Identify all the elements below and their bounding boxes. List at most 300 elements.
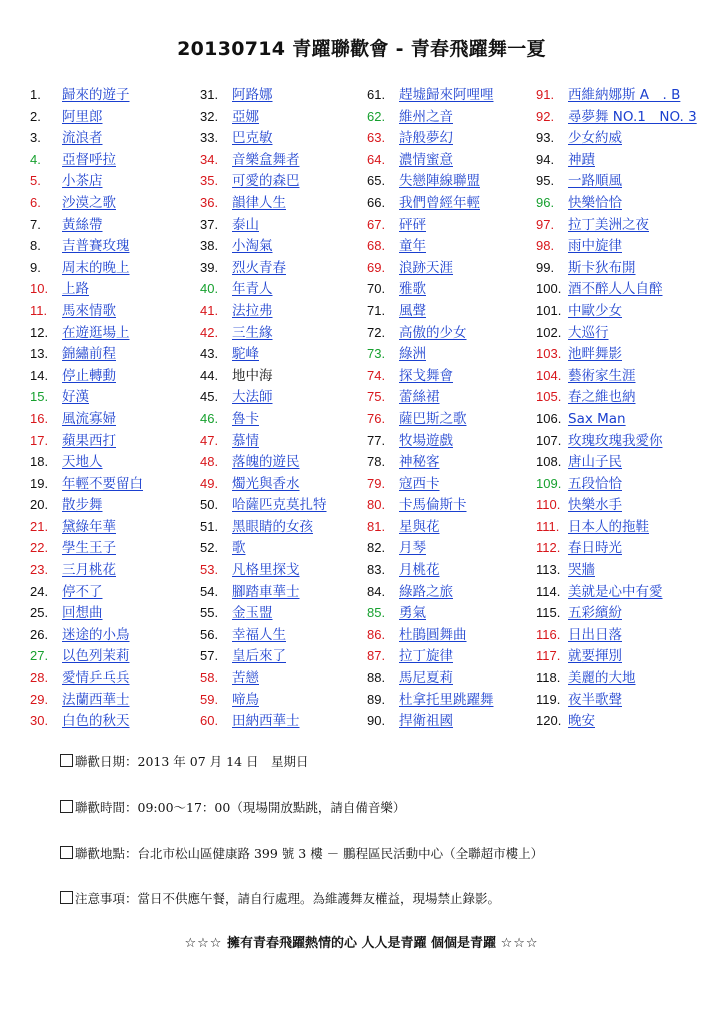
song-item: [30, 322, 143, 344]
song-number: 102.: [536, 324, 562, 340]
song-number: 13.: [30, 346, 49, 362]
song-item: [536, 170, 697, 192]
song-link[interactable]: 童年: [399, 238, 426, 255]
song-item: [536, 322, 697, 344]
song-item: [200, 516, 327, 538]
song-item: [367, 84, 494, 106]
checkbox-icon: [60, 846, 73, 859]
song-link[interactable]: 哈薩匹克莫扎特: [232, 497, 327, 514]
song-link[interactable]: 迷途的小鳥: [62, 626, 130, 643]
song-item: [200, 365, 327, 387]
song-link[interactable]: 春之維也納: [568, 389, 636, 406]
song-link[interactable]: 維州之音: [399, 108, 453, 125]
song-number: 34.: [200, 151, 219, 167]
event-date-text: 聯歡日期：2013 年 07 月 14 日 星期日: [75, 754, 309, 769]
song-link[interactable]: 田納西華士: [232, 713, 300, 730]
song-item: [367, 214, 494, 236]
song-item: [536, 689, 697, 711]
song-link[interactable]: 苦戀: [232, 670, 259, 687]
song-link[interactable]: 詩般夢幻: [399, 130, 453, 147]
song-number: 86.: [367, 626, 386, 642]
song-link[interactable]: 風聲: [399, 302, 426, 319]
song-number: 95.: [536, 173, 555, 189]
song-number: 42.: [200, 324, 219, 340]
song-link[interactable]: 浪跡天涯: [399, 259, 453, 276]
song-number: 33.: [200, 130, 219, 146]
song-number: 88.: [367, 670, 386, 686]
song-link[interactable]: 快樂恰恰: [568, 194, 622, 211]
song-number: 71.: [367, 302, 386, 318]
song-item: [536, 84, 697, 106]
song-link[interactable]: 慕情: [232, 432, 259, 449]
song-item: [200, 257, 327, 279]
song-link[interactable]: 法拉弗: [232, 302, 273, 319]
checkbox-icon: [60, 891, 73, 904]
song-item: [30, 537, 143, 559]
song-link[interactable]: 學生王子: [62, 540, 116, 557]
song-number: 37.: [200, 216, 219, 232]
song-link[interactable]: 濃情蜜意: [399, 151, 453, 168]
song-link[interactable]: 好漢: [62, 389, 89, 406]
song-link[interactable]: 大巡行: [568, 324, 609, 341]
song-link[interactable]: 散步舞: [62, 497, 103, 514]
song-item: [536, 365, 697, 387]
song-link[interactable]: 尋夢舞 NO.1 NO. 3: [568, 108, 697, 125]
song-item: [367, 602, 494, 624]
song-link[interactable]: 唐山子民: [568, 454, 622, 471]
song-link[interactable]: 杜鵑圓舞曲: [399, 626, 467, 643]
song-link[interactable]: 大法師: [232, 389, 273, 406]
song-link[interactable]: 斯卡狄布開: [568, 259, 636, 276]
song-number: 50.: [200, 497, 219, 513]
song-number: 97.: [536, 216, 555, 232]
song-link[interactable]: 池畔舞影: [568, 346, 622, 363]
song-link[interactable]: 風流寡婦: [62, 410, 116, 427]
song-item: [200, 451, 327, 473]
song-number: 117.: [536, 648, 561, 664]
song-link[interactable]: 綠路之旅: [399, 583, 453, 600]
song-item: [200, 149, 327, 171]
song-item: [367, 300, 494, 322]
song-link[interactable]: 亞督呼拉: [62, 151, 116, 168]
song-link[interactable]: 快樂水手: [568, 497, 622, 514]
stars-left: ☆☆☆: [184, 936, 223, 951]
song-item: [367, 408, 494, 430]
song-link[interactable]: 年輕不要留白: [62, 475, 143, 492]
song-link[interactable]: 雅歌: [399, 281, 426, 298]
song-number: 96.: [536, 194, 555, 210]
song-item: [367, 278, 494, 300]
song-link[interactable]: 凡格里探戈: [232, 562, 300, 579]
song-number: 35.: [200, 173, 219, 189]
song-link[interactable]: 卡馬倫斯卡: [399, 497, 467, 514]
song-item: [30, 516, 143, 538]
song-item: [200, 214, 327, 236]
song-item: [30, 84, 143, 106]
song-link[interactable]: 五彩繽紛: [568, 605, 622, 622]
stars-right: ☆☆☆: [500, 936, 539, 951]
song-number: 53.: [200, 562, 219, 578]
song-link[interactable]: 周末的晚上: [62, 259, 130, 276]
song-link[interactable]: 歌: [232, 540, 246, 557]
song-link[interactable]: Sax Man: [568, 410, 626, 427]
song-item: [367, 170, 494, 192]
song-number: 1.: [30, 87, 41, 102]
song-number: 108.: [536, 454, 562, 470]
song-item: [536, 667, 697, 689]
song-link[interactable]: 日出日落: [568, 626, 622, 643]
event-time: [60, 798, 405, 816]
song-number: 119.: [536, 691, 561, 707]
song-link[interactable]: 夜半歌聲: [568, 691, 622, 708]
song-column-4: [536, 84, 697, 732]
song-number: 68.: [367, 238, 386, 254]
song-number: 91.: [536, 87, 555, 102]
song-link[interactable]: 就要揮別: [568, 648, 622, 665]
song-link[interactable]: 駝峰: [232, 346, 259, 363]
song-link[interactable]: 酒不醉人人自醉: [568, 281, 663, 298]
song-link[interactable]: 蕾絲裙: [399, 389, 440, 406]
song-item: [536, 214, 697, 236]
song-link[interactable]: 幸福人生: [232, 626, 286, 643]
song-column-2: [200, 84, 327, 732]
song-link[interactable]: 泰山: [232, 216, 259, 233]
song-number: 59.: [200, 691, 219, 707]
song-link[interactable]: 失戀陣線聯盟: [399, 173, 480, 190]
song-number: 30.: [30, 713, 49, 729]
song-number: 38.: [200, 238, 219, 254]
song-link[interactable]: 玫瑰玫瑰我愛你: [568, 432, 663, 449]
event-notes-text: 注意事項：當日不供應午餐，請自行處理。為維護舞友權益，現場禁止錄影。: [75, 891, 501, 906]
song-item: [367, 473, 494, 495]
song-item: [30, 689, 143, 711]
song-number: 20.: [30, 497, 49, 513]
song-link[interactable]: 拉丁美洲之夜: [568, 216, 649, 233]
song-number: 18.: [30, 454, 49, 470]
song-number: 64.: [367, 151, 386, 167]
song-link[interactable]: 砰砰: [399, 216, 426, 233]
song-item: [30, 214, 143, 236]
song-number: 45.: [200, 389, 219, 405]
song-item: [536, 710, 697, 732]
event-time-text: 聯歡時間：09:00～17：00（現場開放點跳，請自備音樂）: [75, 800, 406, 815]
song-link[interactable]: 綠洲: [399, 346, 426, 363]
song-item: [536, 516, 697, 538]
song-number: 104.: [536, 367, 562, 383]
song-link[interactable]: 神蹟: [568, 151, 595, 168]
song-link[interactable]: 捍衛祖國: [399, 713, 453, 730]
song-item: [30, 300, 143, 322]
song-number: 101.: [536, 302, 562, 318]
song-item: [30, 257, 143, 279]
song-number: 72.: [367, 324, 386, 340]
song-number: 4.: [30, 151, 41, 167]
song-number: 49.: [200, 475, 219, 491]
song-link[interactable]: 韻律人生: [232, 194, 286, 211]
song-number: 36.: [200, 194, 219, 210]
event-place-text: 聯歡地點：台北市松山區健康路 399 號 3 樓 － 鵬程區民活動中心（全聯超市樓上）: [75, 846, 544, 861]
song-item: [200, 235, 327, 257]
song-link[interactable]: 小淘氣: [232, 238, 273, 255]
song-link[interactable]: 魯卡: [232, 410, 259, 427]
song-number: 22.: [30, 540, 49, 556]
song-item: [30, 581, 143, 603]
song-number: 83.: [367, 562, 386, 578]
song-number: 62.: [367, 108, 386, 124]
song-number: 89.: [367, 691, 386, 707]
song-link[interactable]: 高傲的少女: [399, 324, 467, 341]
song-number: 19.: [30, 475, 49, 491]
song-number: 31.: [200, 87, 219, 102]
song-link[interactable]: 沙漠之歌: [62, 194, 116, 211]
song-item: [536, 127, 697, 149]
song-item: [367, 581, 494, 603]
song-item: [536, 106, 697, 128]
song-link[interactable]: 雨中旋律: [568, 238, 622, 255]
song-number: 78.: [367, 454, 386, 470]
song-link[interactable]: 晚安: [568, 713, 595, 730]
song-number: 105.: [536, 389, 562, 405]
song-link[interactable]: 啼鳥: [232, 691, 259, 708]
song-number: 41.: [200, 302, 219, 318]
song-item: [367, 516, 494, 538]
song-number: 55.: [200, 605, 219, 621]
song-item: [30, 473, 143, 495]
song-item: [200, 192, 327, 214]
song-link[interactable]: 美麗的大地: [568, 670, 636, 687]
song-item: [367, 494, 494, 516]
song-number: 43.: [200, 346, 219, 362]
song-item: [367, 451, 494, 473]
song-number: 51.: [200, 518, 219, 534]
song-number: 111.: [536, 518, 560, 534]
song-link[interactable]: 五段恰恰: [568, 475, 622, 492]
song-number: 100.: [536, 281, 562, 297]
song-link[interactable]: 杜拿托里跳躍舞: [399, 691, 494, 708]
song-item: [200, 386, 327, 408]
song-link[interactable]: 回想曲: [62, 605, 103, 622]
song-item: [367, 689, 494, 711]
song-link[interactable]: 烈火青春: [232, 259, 286, 276]
song-number: 61.: [367, 87, 386, 102]
song-number: 99.: [536, 259, 555, 275]
song-number: 7.: [30, 216, 41, 232]
song-item: [200, 624, 327, 646]
song-number: 48.: [200, 454, 219, 470]
song-number: 14.: [30, 367, 49, 383]
song-number: 46.: [200, 410, 219, 426]
song-item: [30, 602, 143, 624]
song-link[interactable]: 流浪者: [62, 130, 103, 147]
song-item: [30, 408, 143, 430]
song-link[interactable]: 黑眼睛的女孩: [232, 518, 313, 535]
song-link[interactable]: 黛綠年華: [62, 518, 116, 535]
song-number: 81.: [367, 518, 386, 534]
song-number: 10.: [30, 281, 49, 297]
song-link[interactable]: 拉丁旋律: [399, 648, 453, 665]
song-item: [30, 494, 143, 516]
song-item: [30, 170, 143, 192]
song-link[interactable]: 西維納娜斯 A . B: [568, 87, 681, 103]
song-link[interactable]: 上路: [62, 281, 89, 298]
slogan-text: 擁有青春飛躍熱情的心 人人是青躍 個個是青躍: [226, 936, 497, 951]
song-link[interactable]: 哭牆: [568, 562, 595, 579]
song-item: [200, 602, 327, 624]
song-link[interactable]: 阿路娜: [232, 87, 273, 103]
song-link[interactable]: 我們曾經年輕: [399, 194, 480, 211]
song-link[interactable]: 春日時光: [568, 540, 622, 557]
song-number: 114.: [536, 583, 561, 599]
song-link[interactable]: 中歐少女: [568, 302, 622, 319]
song-number: 113.: [536, 562, 561, 578]
song-link[interactable]: 燭光與香水: [232, 475, 300, 492]
song-link[interactable]: 天地人: [62, 454, 103, 471]
song-link[interactable]: 可愛的森巴: [232, 173, 300, 190]
song-item: [536, 235, 697, 257]
song-link[interactable]: 三生緣: [232, 324, 273, 341]
song-number: 65.: [367, 173, 386, 189]
song-link[interactable]: 阿里郎: [62, 108, 103, 125]
song-number: 5.: [30, 173, 41, 189]
song-link[interactable]: 皇后來了: [232, 648, 286, 665]
song-link[interactable]: 寇西卡: [399, 475, 440, 492]
song-number: 2.: [30, 108, 41, 124]
song-number: 112.: [536, 540, 561, 556]
song-link[interactable]: 神秘客: [399, 454, 440, 471]
song-item: [367, 106, 494, 128]
song-item: [367, 235, 494, 257]
song-item: [536, 473, 697, 495]
song-link[interactable]: 薩巴斯之歌: [399, 410, 467, 427]
song-link[interactable]: 牧場遊戲: [399, 432, 453, 449]
song-item: [536, 494, 697, 516]
song-link[interactable]: 馬來情歌: [62, 302, 116, 319]
song-item: [367, 343, 494, 365]
song-item: [200, 473, 327, 495]
song-item: [200, 84, 327, 106]
song-link[interactable]: 音樂盒舞者: [232, 151, 300, 168]
song-number: 39.: [200, 259, 219, 275]
song-link[interactable]: 小茶店: [62, 173, 103, 190]
song-number: 24.: [30, 583, 49, 599]
song-link[interactable]: 白色的秋天: [62, 713, 130, 730]
song-link[interactable]: 黃絲帶: [62, 216, 103, 233]
song-number: 66.: [367, 194, 386, 210]
event-notes: [60, 889, 500, 907]
song-number: 16.: [30, 410, 49, 426]
song-number: 118.: [536, 670, 561, 686]
song-link[interactable]: 少女約威: [568, 130, 622, 147]
song-link[interactable]: 藝術家生涯: [568, 367, 636, 384]
song-number: 27.: [30, 648, 49, 664]
song-number: 6.: [30, 194, 41, 210]
song-item: [200, 645, 327, 667]
song-number: 69.: [367, 259, 386, 275]
song-link[interactable]: 三月桃花: [62, 562, 116, 579]
song-number: 106.: [536, 410, 562, 426]
song-link[interactable]: 月桃花: [399, 562, 440, 579]
song-link[interactable]: 一路順風: [568, 173, 622, 190]
song-number: 82.: [367, 540, 386, 556]
song-link[interactable]: 美就是心中有愛: [568, 583, 663, 600]
song-number: 94.: [536, 151, 555, 167]
song-item: [536, 192, 697, 214]
song-number: 109.: [536, 475, 562, 491]
song-number: 26.: [30, 626, 49, 642]
checkbox-icon: [60, 754, 73, 767]
song-number: 44.: [200, 367, 219, 383]
song-link[interactable]: 金玉盟: [232, 605, 273, 622]
song-number: 3.: [30, 130, 41, 146]
song-item: [536, 386, 697, 408]
song-item: [30, 235, 143, 257]
song-item: [30, 559, 143, 581]
song-item: [200, 278, 327, 300]
song-number: 76.: [367, 410, 386, 426]
song-number: 90.: [367, 713, 386, 729]
song-item: [367, 710, 494, 732]
song-item: [367, 645, 494, 667]
song-link[interactable]: 巴克敏: [232, 130, 273, 147]
song-link[interactable]: 月琴: [399, 540, 426, 557]
song-item: [536, 408, 697, 430]
song-number: 56.: [200, 626, 219, 642]
song-link[interactable]: 年青人: [232, 281, 273, 298]
song-link[interactable]: 停止轉動: [62, 367, 116, 384]
song-item: [200, 300, 327, 322]
song-item: [200, 559, 327, 581]
song-item: [367, 192, 494, 214]
song-link[interactable]: 勇氣: [399, 605, 426, 622]
song-link[interactable]: 法蘭西華士: [62, 691, 130, 708]
song-link[interactable]: 歸來的遊子: [62, 87, 130, 103]
song-number: 60.: [200, 713, 219, 729]
song-item: [367, 537, 494, 559]
song-link[interactable]: 腳踏車華士: [232, 583, 300, 600]
event-date: [60, 752, 309, 770]
song-item: [30, 667, 143, 689]
song-link[interactable]: 愛情乒乓兵: [62, 670, 130, 687]
song-item: [30, 343, 143, 365]
song-link[interactable]: 馬尼夏莉: [399, 670, 453, 687]
song-link[interactable]: 日本人的拖鞋: [568, 518, 649, 535]
song-item: [536, 300, 697, 322]
song-column-1: [30, 84, 143, 732]
song-link[interactable]: 探戈舞會: [399, 367, 453, 384]
song-number: 80.: [367, 497, 386, 513]
song-link[interactable]: 趕墟歸來阿哩哩: [399, 87, 494, 103]
song-link[interactable]: 在遊逛場上: [62, 324, 130, 341]
song-number: 115.: [536, 605, 561, 621]
song-item: [200, 710, 327, 732]
song-item: [200, 322, 327, 344]
song-link[interactable]: 吉普賽玫瑰: [62, 238, 130, 255]
song-link[interactable]: 亞娜: [232, 108, 259, 125]
song-number: 25.: [30, 605, 49, 621]
song-link[interactable]: 錦繡前程: [62, 346, 116, 363]
song-item: [30, 430, 143, 452]
song-link[interactable]: 以色列茉莉: [62, 648, 130, 665]
song-link[interactable]: 停不了: [62, 583, 103, 600]
song-link[interactable]: 落魄的遊民: [232, 454, 300, 471]
song-link[interactable]: 星與花: [399, 518, 440, 535]
song-item: [536, 624, 697, 646]
song-item: [367, 559, 494, 581]
song-item: [200, 170, 327, 192]
song-link[interactable]: 蘋果西打: [62, 432, 116, 449]
song-number: 84.: [367, 583, 386, 599]
song-item: [200, 494, 327, 516]
